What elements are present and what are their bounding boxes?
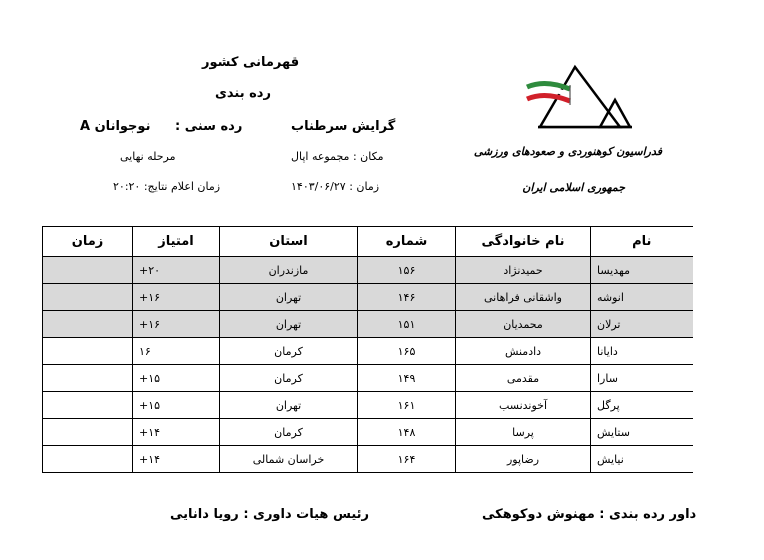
cell-first-name: ستایش (591, 419, 693, 446)
stage: مرحله نهایی (120, 150, 176, 163)
cell-province: کرمان (220, 338, 358, 365)
col-number: شماره (358, 227, 456, 257)
cell-first-name: مهدیسا (591, 257, 693, 284)
cell-points: ۱۴+ (133, 446, 220, 473)
cell-first-name: سارا (591, 365, 693, 392)
date-value: ۱۴۰۳/۰۶/۲۷ (291, 180, 346, 193)
cell-province: مازندران (220, 257, 358, 284)
page-title: قهرمانی کشور (202, 55, 300, 70)
cell-points: ۲۰+ (133, 257, 220, 284)
cell-province: تهران (220, 284, 358, 311)
location (291, 150, 384, 163)
chief-judge (170, 507, 369, 522)
cell-number: ۱۵۱ (358, 311, 456, 338)
table-header-row (43, 227, 693, 257)
cell-last-name: محمدیان (456, 311, 591, 338)
announce-time-value: ۲۰:۲۰ (113, 180, 141, 193)
discipline: گرایش سرطناب (291, 119, 396, 134)
age-category-label: رده سنی : (175, 119, 243, 134)
cell-points: ۱۶+ (133, 284, 220, 311)
col-time: زمان (43, 227, 133, 257)
federation-logo (473, 55, 680, 215)
cell-last-name: آخوندنسب (456, 392, 591, 419)
cell-number: ۱۶۴ (358, 446, 456, 473)
cell-time (43, 338, 133, 365)
location-label: مکان : (352, 150, 384, 163)
cell-time (43, 257, 133, 284)
col-last-name: نام خانوادگی (456, 227, 591, 257)
date-label: زمان : (349, 180, 380, 193)
col-province: استان (220, 227, 358, 257)
results-table (42, 226, 693, 473)
cell-province: کرمان (220, 365, 358, 392)
table-row (43, 446, 693, 473)
table-row (43, 419, 693, 446)
table-row (43, 257, 693, 284)
ranking-judge-label: داور رده بندی : (599, 507, 697, 522)
table-row (43, 392, 693, 419)
cell-number: ۱۴۹ (358, 365, 456, 392)
cell-number: ۱۴۸ (358, 419, 456, 446)
date (291, 180, 379, 193)
cell-province: تهران (220, 311, 358, 338)
cell-points: ۱۵+ (133, 392, 220, 419)
age-category-value: نوجوانان A (80, 119, 151, 134)
col-points: امتیاز (133, 227, 220, 257)
cell-first-name: دایانا (591, 338, 693, 365)
cell-number: ۱۶۱ (358, 392, 456, 419)
cell-province: خراسان شمالی (220, 446, 358, 473)
announce-time-label: زمان اعلام نتایج: (143, 180, 221, 193)
cell-number: ۱۵۶ (358, 257, 456, 284)
table-row (43, 284, 693, 311)
cell-time (43, 446, 133, 473)
mountain-flag-icon (500, 55, 680, 145)
federation-name-line1: فدراسیون کوهنوردی و صعودهای ورزشی (473, 145, 662, 158)
cell-last-name: حمیدنژاد (456, 257, 591, 284)
location-value: مجموعه اپال (291, 150, 350, 163)
table-row (43, 365, 693, 392)
ranking-judge-name: مهنوش دوکوهکی (482, 507, 595, 522)
cell-time (43, 365, 133, 392)
cell-first-name: پرگل (591, 392, 693, 419)
cell-last-name: مقدمی (456, 365, 591, 392)
cell-last-name: رضاپور (456, 446, 591, 473)
cell-time (43, 311, 133, 338)
federation-name-line2: جمهوری اسلامی ایران (522, 181, 625, 194)
cell-last-name: پرسا (456, 419, 591, 446)
cell-last-name: دادمنش (456, 338, 591, 365)
cell-points: ۱۶+ (133, 311, 220, 338)
cell-last-name: واشقانی فراهانی (456, 284, 591, 311)
cell-first-name: ترلان (591, 311, 693, 338)
cell-first-name: نیایش (591, 446, 693, 473)
col-first-name: نام (591, 227, 693, 257)
table-row (43, 311, 693, 338)
chief-judge-label: رئیس هیات داوری : (243, 507, 370, 522)
cell-time (43, 392, 133, 419)
ranking-judge (482, 507, 696, 522)
table-row (43, 338, 693, 365)
cell-points: ۱۶ (133, 338, 220, 365)
cell-number: ۱۴۶ (358, 284, 456, 311)
announce-time (113, 180, 220, 193)
cell-time (43, 284, 133, 311)
cell-first-name: انوشه (591, 284, 693, 311)
cell-points: ۱۵+ (133, 365, 220, 392)
cell-time (43, 419, 133, 446)
cell-province: کرمان (220, 419, 358, 446)
page-subtitle: رده بندی (215, 86, 271, 101)
chief-judge-name: رویا دانایی (170, 507, 239, 522)
cell-province: تهران (220, 392, 358, 419)
cell-number: ۱۶۵ (358, 338, 456, 365)
cell-points: ۱۴+ (133, 419, 220, 446)
